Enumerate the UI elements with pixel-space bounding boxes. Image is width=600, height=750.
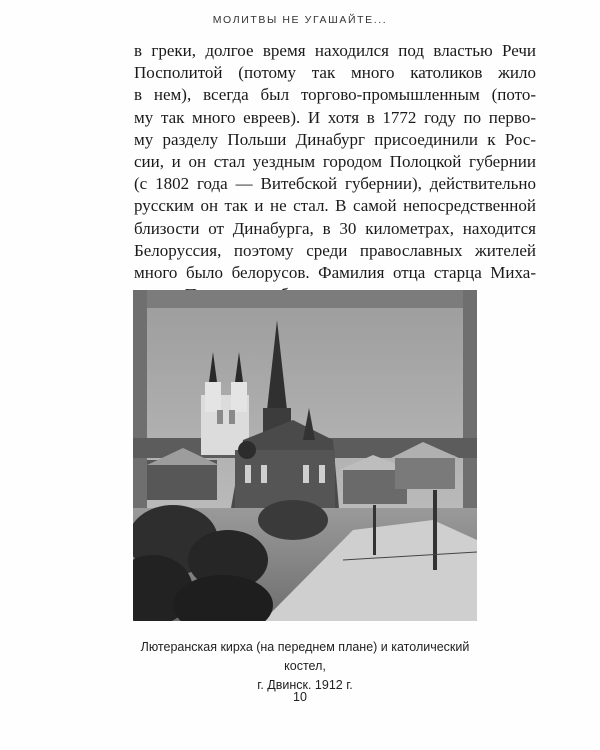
text-line: близости от Динабурга, в 30 километрах, находится [134,218,536,238]
text-line: русским он так и не стал. В самой непосредственной [134,196,536,216]
text-line: му разделу Польши Динабург присоединили к Рос- [134,129,536,149]
caption-line: Лютеранская кирха (на переднем плане) и католический костел, [140,640,470,673]
text-line: в нем), всегда был торгово-промышленным (пото- [134,85,536,105]
running-head: МОЛИТВЫ НЕ УГАШАЙТЕ... [212,14,388,26]
text-line: в греки, долгое время находился под властью Речи [134,41,536,60]
text-line: много было белорусов. Фамилия отца старца Миха- [134,263,536,283]
text-line: (с 1802 года — Витебской губернии), действительно [134,174,536,194]
text-line: сии, и он стал уездным городом Полоцкой губернии [134,152,536,172]
text-line: Белоруссия, поэтому среди православных жителей [134,240,536,260]
caption-line: г. Двинск. 1912 г. [257,678,353,692]
page-number: 10 [293,690,307,704]
body-text [134,40,536,306]
text-line: му так много евреев). И хотя в 1772 году по перво- [134,107,536,127]
figure-caption [120,638,490,695]
text-line: Посполитой (потому так много католиков жило [134,63,536,83]
historical-photo [133,290,477,621]
church-photo-illustration [133,290,477,621]
